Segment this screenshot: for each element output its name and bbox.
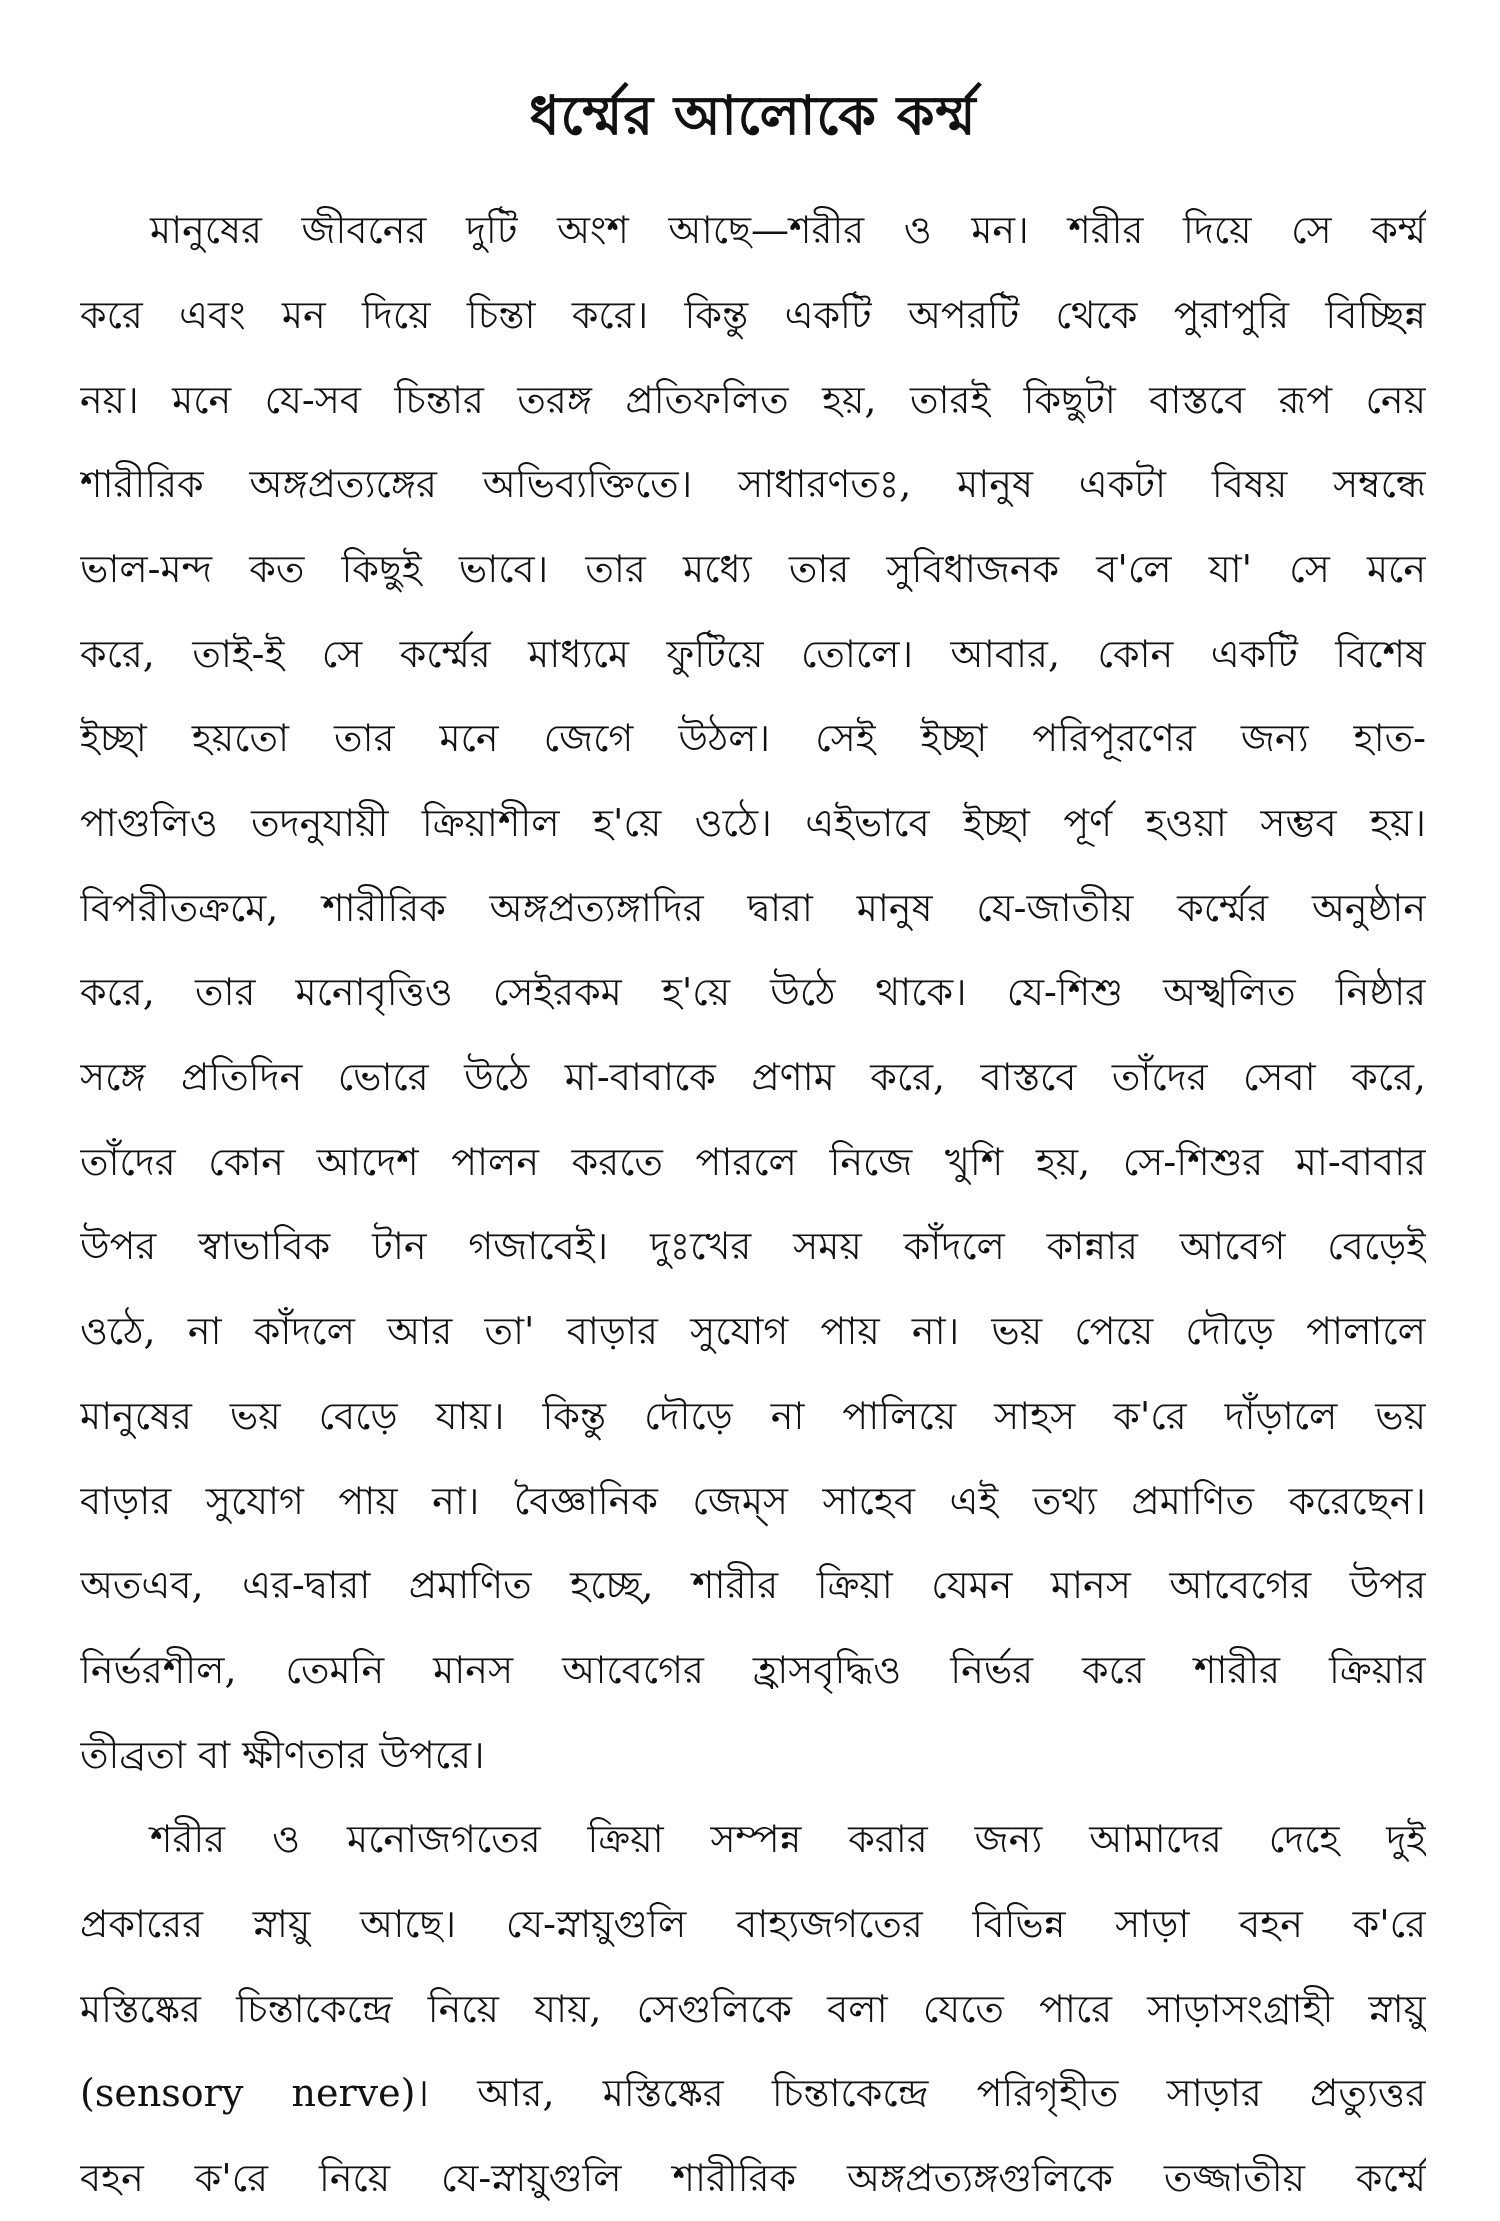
text-line: প্রকারের স্নায়ু আছে। যে-স্নায়ুগুলি বাহ্যজগতের বিভিন্ন সাড়া বহন ক'রে xyxy=(80,1901,1426,1946)
text-line: মস্তিষ্কের চিন্তাকেন্দ্রে নিয়ে যায়, সেগুলিকে বলা যেতে পারে সাড়াসংগ্রাহী স্নায়ু xyxy=(80,1986,1426,2031)
text-line: ওঠে, না কাঁদলে আর তা' বাড়ার সুযোগ পায় না। ভয় পেয়ে দৌড়ে পালালে xyxy=(80,1309,1426,1354)
text-line: সঙ্গে প্রতিদিন ভোরে উঠে মা-বাবাকে প্রণাম করে, বাস্তবে তাঁদের সেবা করে, xyxy=(80,1055,1426,1100)
paragraph-2 xyxy=(80,1797,1426,2220)
text-line: শরীর ও মনোজগতের ক্রিয়া সম্পন্ন করার জন্য আমাদের দেহে দুই xyxy=(150,1817,1426,1862)
text-line: পাগুলিও তদনুযায়ী ক্রিয়াশীল হ'য়ে ওঠে। এইভাবে ইচ্ছা পূর্ণ হওয়া সম্ভব হয়। xyxy=(80,801,1426,845)
text-line: তীব্রতা বা ক্ষীণতার উপরে। xyxy=(80,1732,485,1777)
text-line: বিপরীতক্রমে, শারীরিক অঙ্গপ্রত্যঙ্গাদির দ্বারা মানুষ যে-জাতীয় কর্ম্মের অনুষ্ঠান xyxy=(80,885,1426,930)
text-line: তাঁদের কোন আদেশ পালন করতে পারলে নিজে খুশি হয়, সে-শিশুর মা-বাবার xyxy=(80,1139,1426,1184)
text-line: মানুষের জীবনের দুটি অংশ আছে—শরীর ও মন। শরীর দিয়ে সে কর্ম্ম xyxy=(150,208,1426,253)
text-line: বহন ক'রে নিয়ে যে-স্নায়ুগুলি শারীরিক অঙ্গপ্রত্যঙ্গগুলিকে তজ্জাতীয় কর্ম্মে xyxy=(80,2156,1426,2200)
text-line: মানুষের ভয় বেড়ে যায়। কিন্তু দৌড়ে না পালিয়ে সাহস ক'রে দাঁড়ালে ভয় xyxy=(80,1393,1426,1438)
text-line: ইচ্ছা হয়তো তার মনে জেগে উঠল। সেই ইচ্ছা পরিপূরণের জন্য হাত- xyxy=(80,716,1426,761)
text-line: অতএব, এর-দ্বারা প্রমাণিত হচ্ছে, শারীর ক্রিয়া যেমন মানস আবেগের উপর xyxy=(80,1563,1426,1608)
text-line: করে, তার মনোবৃত্তিও সেইরকম হ'য়ে উঠে থাকে। যে-শিশু অস্খলিত নিষ্ঠার xyxy=(80,970,1426,1015)
page-title: ধর্ম্মের আলোকে কর্ম্ম xyxy=(529,83,977,147)
text-line: বাড়ার সুযোগ পায় না। বৈজ্ঞানিক জেম্‌স সাহেব এই তথ্য প্রমাণিত করেছেন। xyxy=(80,1478,1426,1523)
paragraph-1 xyxy=(80,188,1426,1797)
text-line: নয়। মনে যে-সব চিন্তার তরঙ্গ প্রতিফলিত হয়, তারই কিছুটা বাস্তবে রূপ নেয় xyxy=(80,377,1426,422)
text-line: উপর স্বাভাবিক টান গজাবেই। দুঃখের সময় কাঁদলে কান্নার আবেগ বেড়েই xyxy=(80,1224,1426,1269)
text-line: শারীরিক অঙ্গপ্রত্যঙ্গের অভিব্যক্তিতে। সাধারণতঃ, মানুষ একটা বিষয় সম্বন্ধে xyxy=(80,462,1426,507)
text-line: (sensory nerve)। আর, মস্তিষ্কের চিন্তাকেন্দ্রে পরিগৃহীত সাড়ার প্রত্যুত্তর xyxy=(80,2071,1426,2116)
text-line: করে এবং মন দিয়ে চিন্তা করে। কিন্তু একটি অপরটি থেকে পুরাপুরি বিচ্ছিন্ন xyxy=(80,292,1426,337)
text-line: করে, তাই-ই সে কর্ম্মের মাধ্যমে ফুটিয়ে তোলে। আবার, কোন একটি বিশেষ xyxy=(80,631,1426,676)
text-line: ভাল-মন্দ কত কিছুই ভাবে। তার মধ্যে তার সুবিধাজনক ব'লে যা' সে মনে xyxy=(80,546,1426,591)
text-line: নির্ভরশীল, তেমনি মানস আবেগের হ্রাসবৃদ্ধিও নির্ভর করে শারীর ক্রিয়ার xyxy=(80,1647,1426,1692)
